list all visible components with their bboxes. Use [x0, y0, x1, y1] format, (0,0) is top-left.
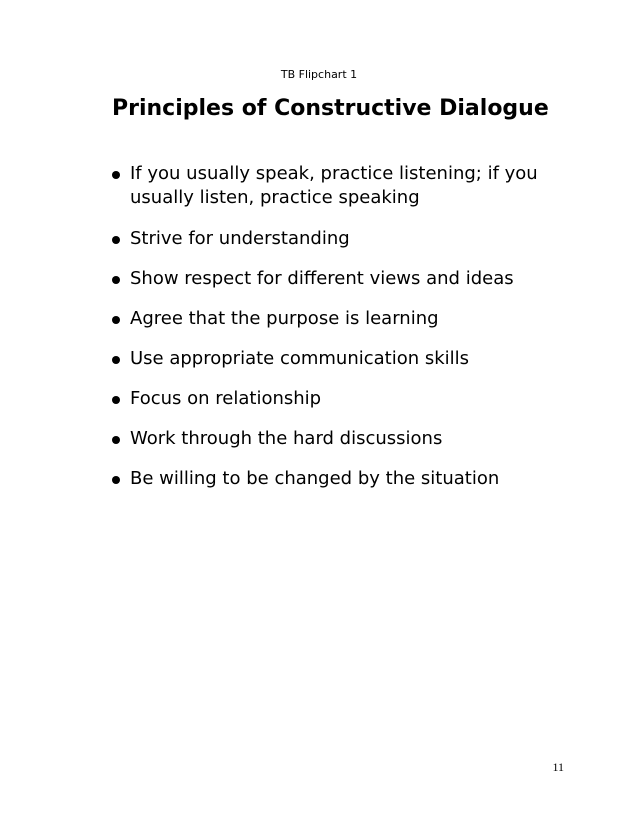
list-item-text: Work through the hard discussions [130, 428, 443, 449]
list-item [112, 227, 552, 251]
page-number: 11 [552, 760, 564, 774]
list-item-text: Be willing to be changed by the situation [130, 468, 500, 489]
bullet-icon [112, 276, 120, 284]
list-item-text: Strive for understanding [130, 228, 350, 249]
bullet-icon [112, 356, 120, 364]
list-item [112, 467, 552, 491]
list-item-text: Use appropriate communication skills [130, 348, 470, 369]
bullet-icon [112, 236, 120, 244]
list-item [112, 427, 552, 451]
bullet-icon [112, 396, 120, 404]
list-item-text: If you usually speak, practice listening; if you usually listen, practice speaking [130, 163, 538, 208]
list-item [112, 347, 552, 371]
list-item [112, 307, 552, 331]
bullet-icon [112, 316, 120, 324]
list-item-text: Show respect for different views and ideas [130, 268, 514, 289]
list-item [112, 387, 552, 411]
list-item-text: Focus on relationship [130, 388, 322, 409]
page-title: Principles of Constructive Dialogue [112, 96, 549, 121]
bullet-icon [112, 171, 120, 179]
header-label: TB Flipchart 1 [280, 68, 358, 81]
list-item [112, 162, 552, 210]
principles-list [112, 162, 552, 507]
list-item-text: Agree that the purpose is learning [130, 308, 439, 329]
bullet-icon [112, 436, 120, 444]
bullet-icon [112, 476, 120, 484]
list-item [112, 267, 552, 291]
